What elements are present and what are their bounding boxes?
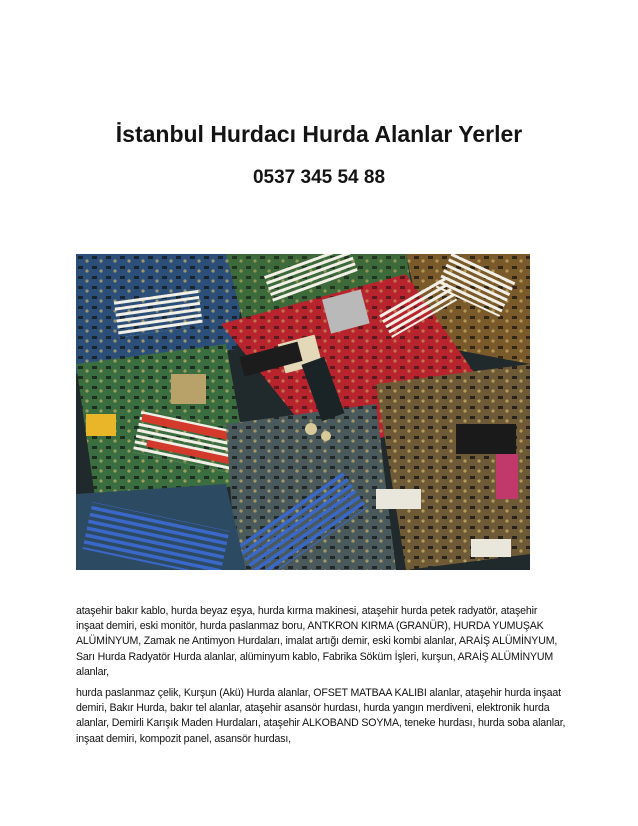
page-title: İstanbul Hurdacı Hurda Alanlar Yerler: [115, 121, 523, 147]
paragraph-1: ataşehir bakır kablo, hurda beyaz eşya, hurda kırma makinesi, ataşehir hurda petek radyatör, ataşehir inşaat demiri, eski monitör, hurda paslanmaz boru, ANTKRON KIRMA (GRANÜR), HURDA YUMUŞAK ALÜMİNYUM, Zamak ne Antimyon Hurdaları, imalat artığı demir, eski kombi alanlar, ARAİŞ ALÜMİNYUM, Sarı Hurda Radyatör Hurda alanlar, alüminyum kablo, Fabrika Söküm İşleri, kurşun, ARAİŞ ALÜMİNYUM alanlar,: [76, 605, 558, 678]
scrap-motherboards-photo: [76, 254, 530, 570]
paragraph-2: hurda paslanmaz çelik, Kurşun (Akü) Hurda alanlar, OFSET MATBAA KALIBI alanlar, ataşehir hurda inşaat demiri, Bakır Hurda, bakır tel alanlar, ataşehir asansör hurdası, hurda yangın merdiveni, elektronik hurda alanlar, Demirli Karışık Maden Hurdaları, ataşehir ALKOBAND SOYMA, teneke hurdası, hurda soba alanlar, inşaat demiri, kompozit panel, asansör hurdası,: [76, 687, 566, 745]
phone-number: 0537 345 54 88: [252, 167, 386, 188]
